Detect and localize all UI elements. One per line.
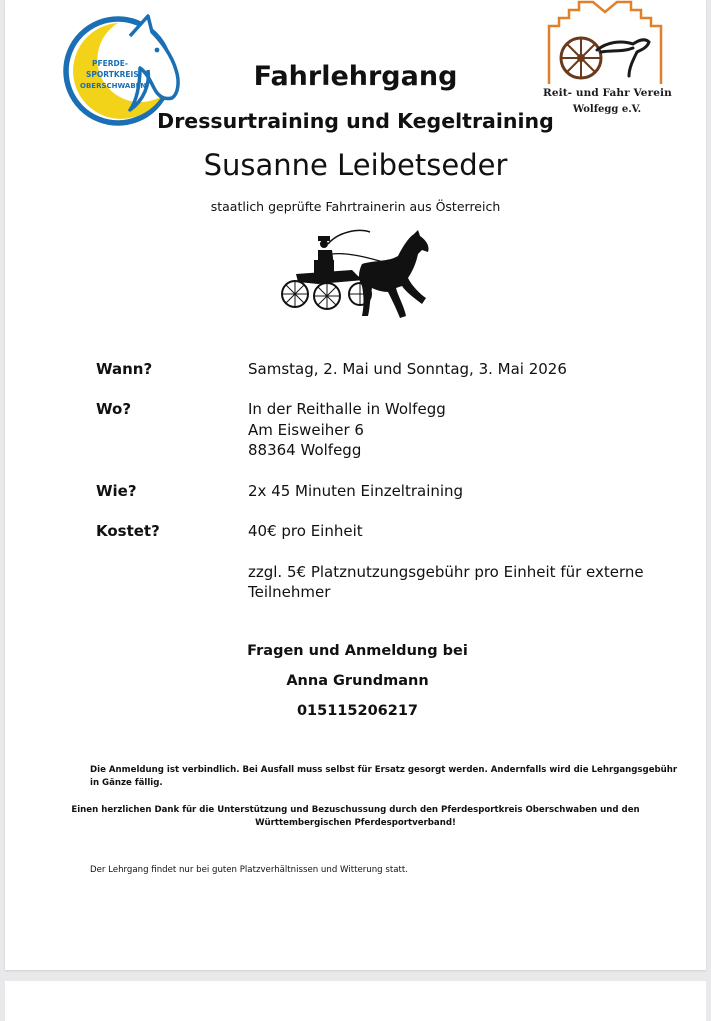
notice-line-1: Die Anmeldung ist verbindlich. Bei Ausfall muss selbst für Ersatz gesorgt werden. Andernfalls wird die Lehrgangsgebühr	[90, 765, 678, 775]
contact-name: Anna Grundmann	[286, 673, 429, 689]
thanks-line-2: Württembergischen Pferdesportverband!	[255, 818, 456, 828]
how-label: Wie?	[96, 482, 137, 500]
when-label: Wann?	[96, 360, 153, 378]
logo-left-line3: OBERSCHWABEN	[80, 82, 147, 90]
contact-heading: Fragen und Anmeldung bei	[247, 643, 468, 659]
cost-extra-line-1: zzgl. 5€ Platznutzungsgebühr pro Einheit für externe	[248, 563, 644, 581]
where-label: Wo?	[96, 400, 132, 418]
flyer-title: Fahrlehrgang	[253, 61, 458, 92]
flyer-subtitle: Dressurtraining und Kegeltraining	[157, 109, 554, 133]
where-line-3: 88364 Wolfegg	[248, 441, 362, 459]
notice-line-2: in Gänze fällig.	[90, 778, 163, 788]
how-value: 2x 45 Minuten Einzeltraining	[248, 482, 464, 500]
where-line-1: In der Reithalle in Wolfegg	[248, 400, 446, 418]
where-line-2: Am Eisweiher 6	[248, 421, 364, 439]
logo-right-line1: Reit- und Fahr Verein	[543, 87, 672, 99]
next-page-edge	[5, 981, 706, 1021]
trainer-name: Susanne Leibetseder	[203, 148, 508, 182]
cost-label: Kostet?	[96, 522, 160, 540]
horse-carriage-illustration	[278, 224, 438, 322]
contact-phone[interactable]: 015115206217	[296, 703, 419, 719]
cost-extra-line-2: Teilnehmer	[248, 583, 331, 601]
logo-right-line2: Wolfegg e.V.	[572, 104, 642, 115]
logo-left-line2: SPORTKREIS	[86, 70, 139, 79]
weather-note: Der Lehrgang findet nur bei guten Platzverhältnissen und Witterung statt.	[90, 865, 408, 875]
thanks-line-1: Einen herzlichen Dank für die Unterstützung und Bezuschussung durch den Pferdesportkreis Oberschwaben und den	[71, 805, 640, 815]
horse-carriage-icon	[278, 224, 438, 322]
cost-value: 40€ pro Einheit	[248, 522, 363, 540]
logo-left-line1: PFERDE-	[92, 59, 128, 68]
when-value: Samstag, 2. Mai und Sonntag, 3. Mai 2026	[248, 360, 567, 378]
trainer-description: staatlich geprüfte Fahrtrainerin aus Österreich	[210, 199, 501, 214]
